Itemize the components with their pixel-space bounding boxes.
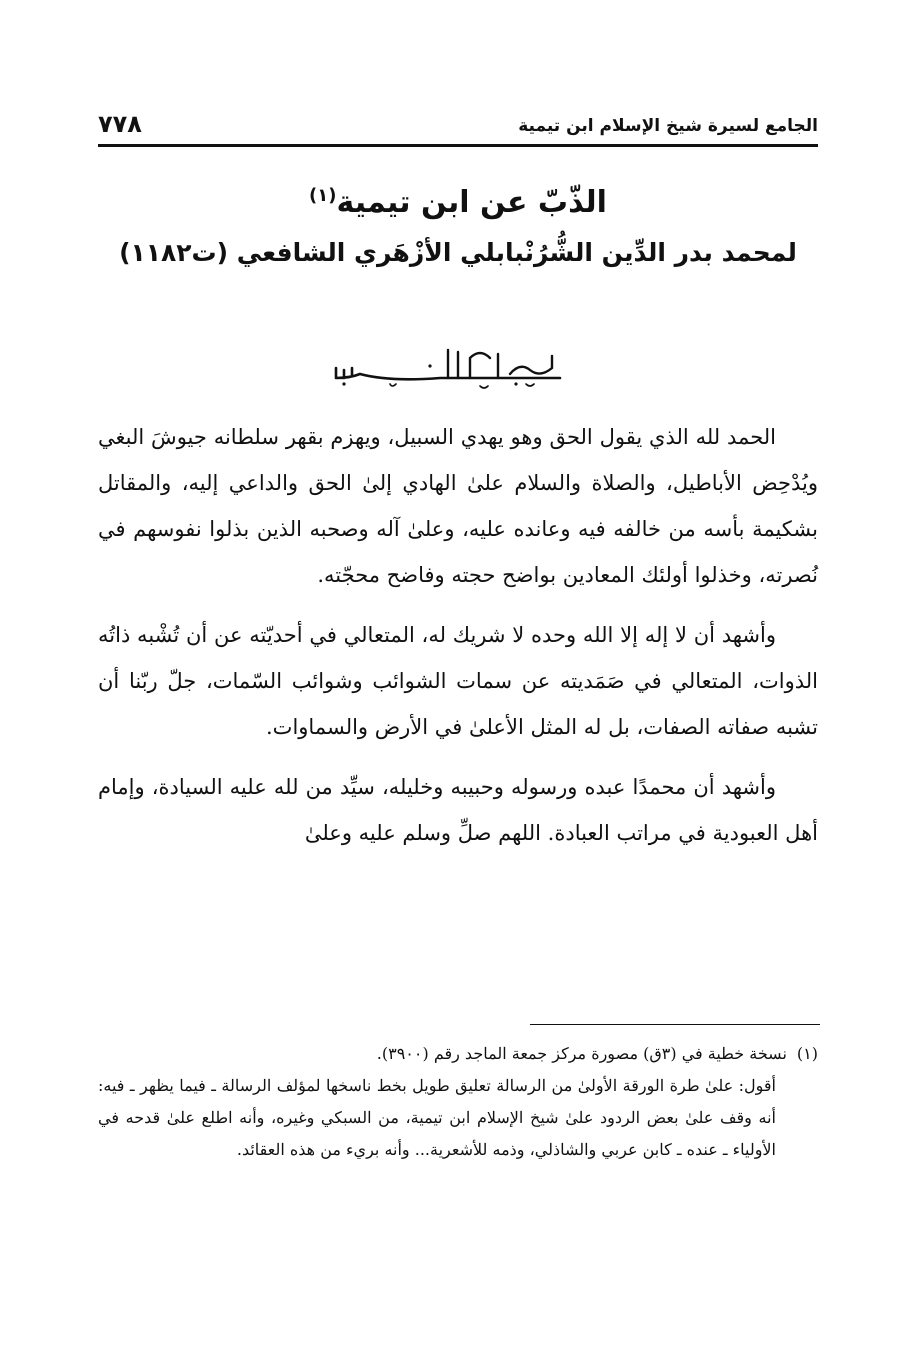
footnotes (98, 1038, 818, 1166)
title-footnote-ref: (١) (309, 185, 337, 206)
main-title-text: الذّبّ عن ابن تيمية (336, 185, 607, 220)
footnote-divider (530, 1024, 820, 1025)
footnote-1-first-line (98, 1038, 818, 1070)
body-text (98, 414, 818, 870)
footnote-1-source: نسخة خطية في (٣ق) مصورة مركز جمعة الماجد رقم (٣٩٠٠). (376, 1044, 787, 1063)
sub-title: لمحمد بدر الدِّين الشُّرُنْبابلي الأزْهَري الشافعي (ت١١٨٢) (119, 238, 797, 267)
paragraph-3: وأشهد أن محمدًا عبده ورسوله وحبيبه وخليله، سيِّد من لله عليه السيادة، وإمام أهل العبودية في مراتب العبادة. اللهم صلِّ وسلم عليه وعلىٰ (98, 775, 818, 845)
running-header (98, 104, 818, 147)
book-title: الجامع لسيرة شيخ الإسلام ابن تيمية (518, 116, 818, 136)
footnote-1-body: أقول: علىٰ طرة الورقة الأولىٰ من الرسالة تعليق طويل بخط ناسخها لمؤلف الرسالة ـ فيما يظهر ـ فيه: أنه وقف علىٰ بعض الردود علىٰ شيخ الإسلام ابن تيمية، من السبكي وغيره، وأنه اطلع علىٰ قدحه في الأولياء ـ عنده ـ كابن عربي والشاذلي، وذمه للأشعرية... وأنه بريء من هذه العقائد. (98, 1076, 776, 1159)
paragraph-2: وأشهد أن لا إله إلا الله وحده لا شريك له، المتعالي في أحديّته عن أن تُشْبه ذاتُه الذوات، المتعالي في صَمَديته عن سمات الشوائب وشوائب السّمات، جلّ ربّنا أن تشبه صفاته الصفات، بل له المثل الأعلىٰ في الأرض والسماوات. (98, 623, 818, 739)
title-block (98, 172, 818, 279)
basmala-calligraphy-icon (330, 344, 570, 390)
page-number: ٧٧٨ (98, 110, 142, 138)
footnote-marker: (١) (796, 1044, 818, 1063)
main-title (98, 172, 818, 227)
paragraph-1: الحمد لله الذي يقول الحق وهو يهدي السبيل، ويهزم بقهر سلطانه جيوشَ البغي ويُدْحِض الأباطيل، والصلاة والسلام علىٰ الهادي إلىٰ الحق والداعي إليه، والمقاتل بشكيمة بأسه من خالفه فيه وعانده عليه، وعلىٰ آله وصحبه الذين بذلوا نفوسهم في نُصرته، وخذلوا أولئك المعادين بواضح حجته وفاضح محجّته. (98, 425, 818, 587)
